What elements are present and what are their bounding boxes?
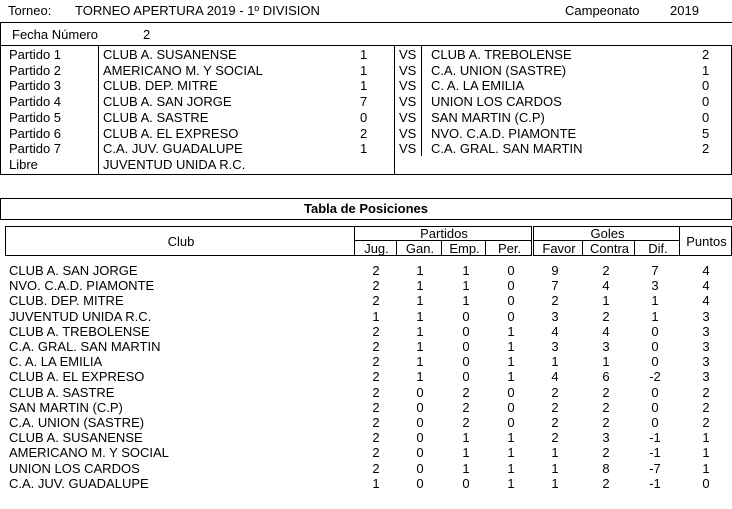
- match-away-team: CLUB A. TREBOLENSE: [431, 47, 572, 62]
- table-row: [0, 430, 732, 445]
- match-vs: VS: [399, 62, 417, 78]
- standing-points: 4: [702, 293, 710, 309]
- standing-gan: 1: [416, 308, 424, 324]
- match-home-team: C.A. JUV. GUADALUPE: [103, 141, 243, 157]
- campeonato-year: 2019: [670, 3, 699, 18]
- match-home-team: CLUB A. SASTRE: [103, 109, 209, 125]
- standing-contra: 2: [602, 263, 610, 278]
- standing-points: 1: [702, 430, 710, 446]
- standing-dif: -1: [649, 475, 661, 491]
- standing-emp: 2: [462, 384, 470, 400]
- standing-emp: 1: [462, 430, 470, 446]
- match-row: [1, 110, 731, 126]
- standing-dif: 3: [651, 278, 659, 294]
- standing-club: AMERICANO M. Y SOCIAL: [9, 445, 169, 461]
- match-row: [1, 78, 731, 94]
- standing-jug: 2: [372, 278, 380, 294]
- standing-per: 1: [507, 369, 515, 385]
- per-header-cell: [485, 240, 532, 256]
- standing-contra: 2: [602, 399, 610, 415]
- standing-gan: 1: [416, 354, 424, 370]
- contra-header: Contra: [589, 241, 630, 256]
- match-label: Partido 3: [9, 78, 62, 94]
- standing-per: 0: [507, 263, 515, 278]
- matches-block: [0, 45, 732, 175]
- match-away-goals: 5: [702, 125, 710, 141]
- standing-per: 1: [507, 475, 515, 491]
- standing-dif: -2: [649, 369, 661, 385]
- puntos-header: Puntos: [686, 234, 727, 249]
- match-home-goals: 1: [360, 141, 368, 157]
- match-home-team: AMERICANO M. Y SOCIAL: [103, 62, 263, 78]
- standing-favor: 3: [551, 308, 559, 324]
- standing-jug: 2: [372, 323, 380, 339]
- standing-emp: 0: [462, 339, 470, 354]
- standing-club: CLUB. DEP. MITRE: [9, 293, 124, 309]
- emp-header: Emp.: [449, 241, 480, 256]
- table-row: [0, 476, 732, 491]
- standings-header: [5, 226, 732, 256]
- standing-per: 0: [507, 415, 515, 430]
- club-header: Club: [167, 234, 195, 249]
- standing-gan: 1: [416, 293, 424, 309]
- standing-contra: 4: [602, 323, 610, 339]
- standing-gan: 0: [416, 415, 424, 430]
- standing-dif: 1: [651, 308, 659, 324]
- standing-gan: 0: [416, 475, 424, 491]
- table-row: [0, 400, 732, 415]
- table-row: [0, 339, 732, 354]
- match-vs: VS: [399, 94, 417, 110]
- tabla-title: Tabla de Posiciones: [0, 198, 732, 220]
- campeonato-label: Campeonato: [565, 3, 640, 18]
- per-header: Per.: [497, 241, 522, 256]
- standing-per: 1: [507, 323, 515, 339]
- gan-header: Gan.: [405, 241, 435, 256]
- standing-per: 1: [507, 354, 515, 370]
- standing-emp: 0: [462, 369, 470, 385]
- standing-contra: 3: [602, 430, 610, 446]
- standing-per: 1: [507, 445, 515, 461]
- standing-points: 2: [702, 415, 710, 430]
- standing-points: 0: [702, 475, 710, 491]
- jug-header: Jug.: [364, 241, 389, 256]
- libre-row: [1, 157, 731, 173]
- standing-per: 0: [507, 308, 515, 324]
- standing-emp: 0: [462, 475, 470, 491]
- standing-emp: 0: [462, 323, 470, 339]
- standing-emp: 0: [462, 308, 470, 324]
- standing-contra: 3: [602, 339, 610, 354]
- standing-contra: 2: [602, 384, 610, 400]
- standing-per: 1: [507, 339, 515, 354]
- standing-dif: 0: [651, 415, 659, 430]
- standing-club: CLUB A. SUSANENSE: [9, 430, 143, 446]
- match-home-goals: 1: [360, 78, 368, 94]
- standing-contra: 1: [602, 293, 610, 309]
- standing-favor: 1: [551, 354, 559, 370]
- standing-dif: -1: [649, 445, 661, 461]
- standing-points: 3: [702, 369, 710, 385]
- standing-points: 3: [702, 354, 710, 370]
- standing-points: 4: [702, 263, 710, 278]
- gan-header-cell: [396, 240, 442, 256]
- standing-emp: 1: [462, 445, 470, 461]
- standing-favor: 2: [551, 399, 559, 415]
- standing-contra: 8: [602, 460, 610, 476]
- match-vs: VS: [399, 109, 417, 125]
- standing-club: CLUB A. SASTRE: [9, 384, 115, 400]
- contra-header-cell: [582, 240, 635, 256]
- standing-contra: 1: [602, 354, 610, 370]
- standing-contra: 2: [602, 475, 610, 491]
- standing-points: 1: [702, 445, 710, 461]
- standing-jug: 1: [372, 475, 380, 491]
- standing-per: 1: [507, 430, 515, 446]
- match-row: [1, 47, 731, 63]
- table-row: [0, 445, 732, 460]
- match-home-team: CLUB A. SAN JORGE: [103, 94, 232, 110]
- match-vs: VS: [399, 125, 417, 141]
- match-away-goals: 2: [702, 47, 710, 62]
- match-row: [1, 94, 731, 110]
- match-label: Partido 7: [9, 141, 62, 157]
- table-row: [0, 369, 732, 384]
- standing-club: C.A. UNION (SASTRE): [9, 415, 145, 430]
- standing-favor: 2: [551, 384, 559, 400]
- standing-jug: 2: [372, 354, 380, 370]
- dif-header: Dif.: [648, 241, 668, 256]
- match-away-goals: 0: [702, 78, 710, 94]
- torneo-name: TORNEO APERTURA 2019 - 1º DIVISION: [75, 3, 320, 18]
- standing-contra: 6: [602, 369, 610, 385]
- standing-gan: 0: [416, 430, 424, 446]
- standing-favor: 4: [551, 369, 559, 385]
- standing-club: UNION LOS CARDOS: [9, 460, 140, 476]
- table-row: [0, 385, 732, 400]
- standing-gan: 1: [416, 323, 424, 339]
- standing-club: CLUB A. EL EXPRESO: [9, 369, 145, 385]
- standing-club: SAN MARTIN (C.P): [9, 399, 123, 415]
- match-away-goals: 1: [702, 62, 710, 78]
- match-home-goals: 0: [360, 109, 368, 125]
- table-row: [0, 415, 732, 430]
- standing-club: CLUB A. TREBOLENSE: [9, 323, 150, 339]
- standing-per: 0: [507, 293, 515, 309]
- fecha-row: [0, 23, 732, 45]
- standing-gan: 0: [416, 445, 424, 461]
- jug-header-cell: [354, 240, 397, 256]
- standing-club: NVO. C.A.D. PIAMONTE: [9, 278, 155, 294]
- match-away-team: C. A. LA EMILIA: [431, 78, 525, 94]
- match-home-team: CLUB. DEP. MITRE: [103, 78, 218, 94]
- standing-emp: 1: [462, 293, 470, 309]
- report-header: [0, 0, 732, 22]
- puntos-header-cell: [679, 226, 732, 256]
- match-vs: VS: [399, 141, 417, 157]
- standing-gan: 0: [416, 399, 424, 415]
- standing-emp: 2: [462, 399, 470, 415]
- fecha-value: 2: [143, 27, 151, 42]
- match-home-team: CLUB A. EL EXPRESO: [103, 125, 239, 141]
- table-row: [0, 324, 732, 339]
- standing-dif: 0: [651, 399, 659, 415]
- partidos-header: Partidos: [420, 226, 468, 241]
- match-away-team: C.A. UNION (SASTRE): [431, 62, 567, 78]
- standing-emp: 2: [462, 415, 470, 430]
- match-home-goals: 1: [360, 47, 368, 62]
- standing-emp: 0: [462, 354, 470, 370]
- standing-jug: 2: [372, 445, 380, 461]
- standing-contra: 2: [602, 445, 610, 461]
- match-label: Partido 6: [9, 125, 62, 141]
- standing-favor: 2: [551, 415, 559, 430]
- table-row: [0, 461, 732, 476]
- standing-jug: 2: [372, 369, 380, 385]
- match-vs: VS: [399, 47, 417, 62]
- match-away-goals: 2: [702, 141, 710, 157]
- match-away-team: UNION LOS CARDOS: [431, 94, 562, 110]
- table-row: [0, 309, 732, 324]
- match-away-goals: 0: [702, 109, 710, 125]
- standing-club: C. A. LA EMILIA: [9, 354, 103, 370]
- standing-emp: 1: [462, 460, 470, 476]
- standing-favor: 2: [551, 293, 559, 309]
- standing-contra: 2: [602, 415, 610, 430]
- standing-points: 2: [702, 399, 710, 415]
- match-label: Partido 1: [9, 47, 62, 62]
- standing-points: 3: [702, 308, 710, 324]
- standing-favor: 4: [551, 323, 559, 339]
- standing-favor: 2: [551, 430, 559, 446]
- dif-header-cell: [634, 240, 680, 256]
- standing-points: 2: [702, 384, 710, 400]
- goles-header: Goles: [590, 226, 625, 241]
- match-home-goals: 1: [360, 62, 368, 78]
- match-away-goals: 0: [702, 94, 710, 110]
- standing-points: 4: [702, 278, 710, 294]
- standing-gan: 1: [416, 369, 424, 385]
- standing-per: 0: [507, 384, 515, 400]
- standing-jug: 2: [372, 415, 380, 430]
- standing-club: C.A. JUV. GUADALUPE: [9, 475, 149, 491]
- standing-gan: 1: [416, 278, 424, 294]
- match-label: Partido 4: [9, 94, 62, 110]
- standing-per: 0: [507, 399, 515, 415]
- emp-header-cell: [441, 240, 486, 256]
- standing-dif: 0: [651, 323, 659, 339]
- match-row: [1, 141, 731, 157]
- standing-club: C.A. GRAL. SAN MARTIN: [9, 339, 161, 354]
- match-home-team: CLUB A. SUSANENSE: [103, 47, 237, 62]
- standing-dif: 7: [651, 263, 659, 278]
- standing-per: 1: [507, 460, 515, 476]
- standing-emp: 1: [462, 263, 470, 278]
- table-row: [0, 278, 732, 293]
- standing-gan: 0: [416, 384, 424, 400]
- standing-gan: 0: [416, 460, 424, 476]
- table-row: [0, 354, 732, 369]
- favor-header: Favor: [542, 241, 576, 256]
- libre-team: JUVENTUD UNIDA R.C.: [103, 156, 246, 172]
- standing-dif: 0: [651, 354, 659, 370]
- standing-per: 0: [507, 278, 515, 294]
- match-away-team: C.A. GRAL. SAN MARTIN: [431, 141, 583, 157]
- standing-points: 1: [702, 460, 710, 476]
- standings-body: [0, 263, 732, 493]
- standing-dif: -7: [649, 460, 661, 476]
- standing-favor: 7: [551, 278, 559, 294]
- match-row: [1, 63, 731, 79]
- standing-contra: 2: [602, 308, 610, 324]
- standing-jug: 1: [372, 308, 380, 324]
- standing-favor: 3: [551, 339, 559, 354]
- standing-points: 3: [702, 323, 710, 339]
- standing-gan: 1: [416, 339, 424, 354]
- standing-jug: 2: [372, 263, 380, 278]
- standing-jug: 2: [372, 399, 380, 415]
- standing-jug: 2: [372, 293, 380, 309]
- match-away-team: NVO. C.A.D. PIAMONTE: [431, 125, 577, 141]
- standing-club: JUVENTUD UNIDA R.C.: [9, 308, 152, 324]
- table-row: [0, 263, 732, 278]
- standing-jug: 2: [372, 460, 380, 476]
- table-row: [0, 293, 732, 308]
- partidos-header-cell: [354, 226, 532, 241]
- standing-emp: 1: [462, 278, 470, 294]
- match-home-goals: 7: [360, 94, 368, 110]
- favor-header-cell: [533, 240, 583, 256]
- standing-dif: -1: [649, 430, 661, 446]
- match-row: [1, 126, 731, 142]
- standing-favor: 1: [551, 460, 559, 476]
- standing-contra: 4: [602, 278, 610, 294]
- match-vs: VS: [399, 78, 417, 94]
- standing-favor: 1: [551, 445, 559, 461]
- match-home-goals: 2: [360, 125, 368, 141]
- torneo-label: Torneo:: [8, 3, 52, 18]
- standing-club: CLUB A. SAN JORGE: [9, 263, 138, 278]
- standing-dif: 0: [651, 384, 659, 400]
- standing-favor: 9: [551, 263, 559, 278]
- standing-points: 3: [702, 339, 710, 354]
- standing-jug: 2: [372, 430, 380, 446]
- club-header-cell: [5, 226, 355, 256]
- standing-favor: 1: [551, 475, 559, 491]
- standing-dif: 1: [651, 293, 659, 309]
- goles-header-cell: [533, 226, 680, 241]
- match-away-team: SAN MARTIN (C.P): [431, 109, 545, 125]
- standing-gan: 1: [416, 263, 424, 278]
- libre-label: Libre: [9, 156, 38, 172]
- standing-jug: 2: [372, 384, 380, 400]
- match-label: Partido 5: [9, 109, 62, 125]
- match-label: Partido 2: [9, 62, 62, 78]
- standing-jug: 2: [372, 339, 380, 354]
- fecha-label: Fecha Número: [12, 27, 98, 42]
- standing-dif: 0: [651, 339, 659, 354]
